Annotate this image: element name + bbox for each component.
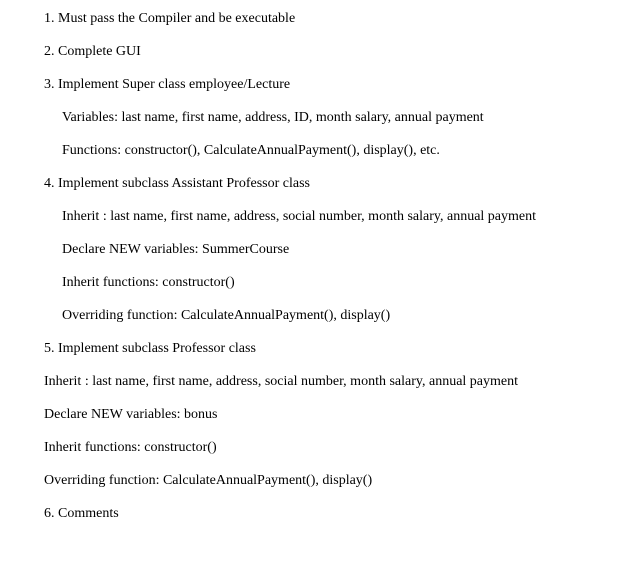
requirement-4-overriding-function: Overriding function: CalculateAnnualPayment(), display() bbox=[62, 308, 391, 323]
requirement-6: 6. Comments bbox=[44, 506, 119, 521]
requirement-3-variables: Variables: last name, first name, address, ID, month salary, annual payment bbox=[62, 110, 484, 125]
requirement-4-inherit-functions: Inherit functions: constructor() bbox=[62, 275, 235, 290]
requirement-3-functions: Functions: constructor(), CalculateAnnualPayment(), display(), etc. bbox=[62, 143, 440, 158]
requirement-3: 3. Implement Super class employee/Lecture bbox=[44, 77, 291, 92]
requirement-4: 4. Implement subclass Assistant Professor class bbox=[44, 176, 310, 191]
requirement-1: 1. Must pass the Compiler and be executable bbox=[44, 11, 296, 26]
requirement-5-new-variables: Declare NEW variables: bonus bbox=[44, 407, 218, 422]
requirement-4-new-variables: Declare NEW variables: SummerCourse bbox=[62, 242, 290, 257]
requirement-5-inherit: Inherit : last name, first name, address, social number, month salary, annual payment bbox=[44, 374, 519, 389]
requirement-5-overriding-function: Overriding function: CalculateAnnualPayment(), display() bbox=[44, 473, 373, 488]
requirement-5-inherit-functions: Inherit functions: constructor() bbox=[44, 440, 217, 455]
requirement-2: 2. Complete GUI bbox=[44, 44, 141, 59]
requirement-4-inherit: Inherit : last name, first name, address, social number, month salary, annual payment bbox=[62, 209, 537, 224]
requirement-5: 5. Implement subclass Professor class bbox=[44, 341, 256, 356]
